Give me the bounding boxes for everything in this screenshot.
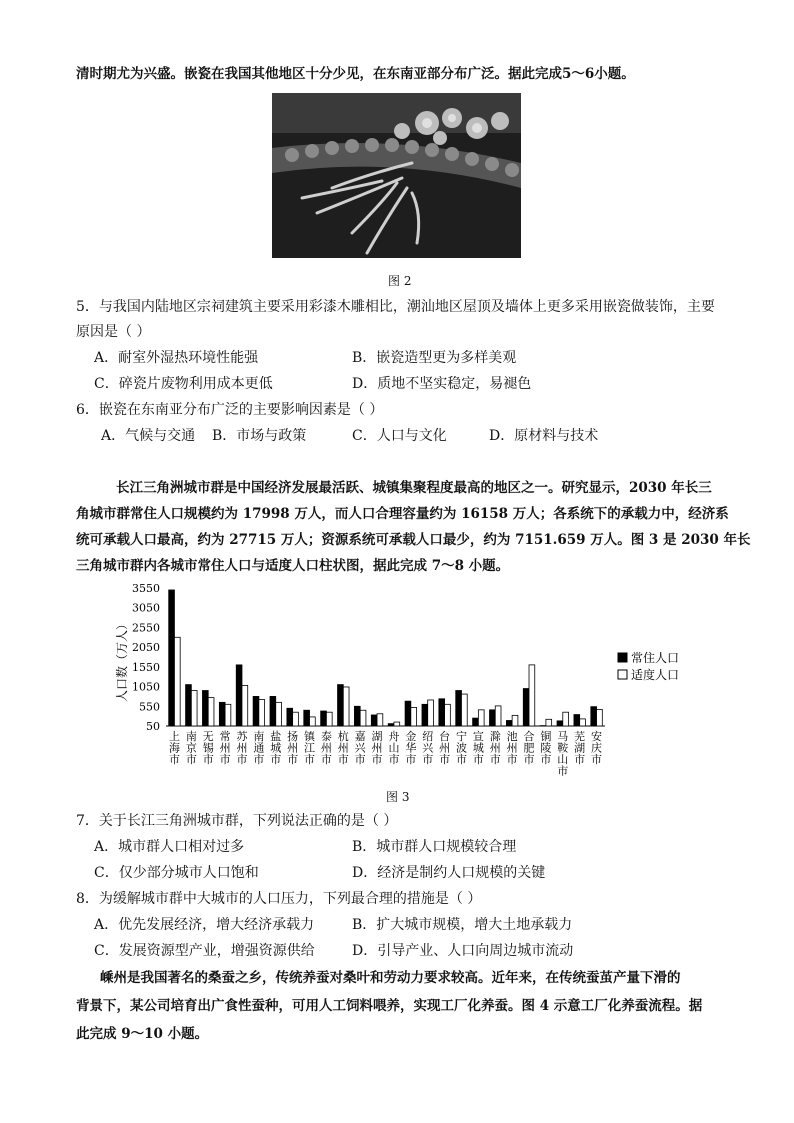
- bar-optimal-population: [242, 685, 248, 726]
- bar-optimal-population: [225, 704, 231, 726]
- bar-optimal-population: [546, 719, 552, 726]
- bar-resident-population: [557, 721, 563, 726]
- x-tick-label: 舟山市: [388, 730, 400, 766]
- legend-label-optimal: 适度人口: [631, 668, 680, 682]
- passage3-line3: 此完成 9～10 小题。: [76, 1026, 209, 1042]
- bar-resident-population: [169, 590, 175, 726]
- x-tick-label: 合肥市: [523, 730, 535, 766]
- roof-decoration-photo: [272, 93, 521, 258]
- x-tick-label: 芜湖市: [574, 730, 586, 766]
- x-tick-label: 盐城市: [270, 730, 282, 766]
- x-tick-label: 池州市: [506, 730, 518, 766]
- x-tick-label: 苏州市: [236, 730, 248, 766]
- x-tick-label: 马鞍山市: [557, 730, 569, 778]
- bar-resident-population: [506, 720, 512, 726]
- bar-resident-population: [371, 715, 377, 726]
- passage2-line1: 长江三角洲城市群是中国经济发展最活跃、城镇集聚程度最高的地区之一。研究显示，2030 年长三: [116, 480, 712, 496]
- bar-optimal-population: [445, 704, 451, 726]
- bar-resident-population: [405, 701, 411, 726]
- bar-optimal-population: [597, 709, 603, 726]
- bar-resident-population: [574, 715, 580, 726]
- bar-optimal-population: [411, 707, 417, 726]
- y-tick-label: 1050: [132, 680, 160, 694]
- bar-resident-population: [540, 726, 546, 727]
- bar-resident-population: [321, 711, 327, 726]
- bar-optimal-population: [377, 714, 383, 726]
- x-tick-label: 宣城市: [472, 730, 484, 766]
- bar-resident-population: [591, 707, 597, 726]
- q5-option-b: B．嵌瓷造型更为多样美观: [352, 350, 517, 366]
- bar-optimal-population: [343, 687, 349, 726]
- bar-resident-population: [202, 691, 208, 726]
- bar-resident-population: [456, 691, 462, 726]
- q5-option-a: A．耐室外湿热环境性能强: [94, 350, 259, 366]
- bar-optimal-population: [495, 706, 501, 726]
- bar-resident-population: [287, 708, 293, 726]
- x-tick-label: 镇江市: [304, 730, 316, 766]
- bar-optimal-population: [580, 719, 586, 726]
- q5-option-d: D．质地不坚实稳定，易褪色: [352, 376, 532, 392]
- q8-stem: 8．为缓解城市群中大城市的人口压力，下列最合理的措施是（ ）: [76, 891, 482, 907]
- q6-stem: 6．嵌瓷在东南亚分布广泛的主要影响因素是（ ）: [76, 402, 384, 418]
- x-tick-label: 绍兴市: [422, 730, 434, 766]
- y-tick-label: 3050: [132, 601, 160, 615]
- x-tick-label: 台州市: [439, 730, 451, 766]
- bar-resident-population: [338, 685, 344, 726]
- x-tick-label: 安庆市: [591, 730, 603, 766]
- bar-resident-population: [439, 699, 445, 726]
- x-tick-label: 金华市: [405, 730, 417, 766]
- bar-optimal-population: [360, 710, 366, 726]
- q6-option-c: C．人口与文化: [352, 428, 447, 444]
- x-tick-label: 泰州市: [320, 730, 332, 766]
- bar-resident-population: [304, 710, 310, 726]
- q5-stem-line1: 5．与我国内陆地区宗祠建筑主要采用彩漆木雕相比，潮汕地区屋顶及墙体上更多采用嵌瓷做装饰，主要: [76, 299, 715, 315]
- q5-option-c: C．碎瓷片废物利用成本更低: [94, 376, 273, 392]
- x-tick-label: 南通市: [253, 730, 265, 766]
- figure2-caption: 图 2: [388, 274, 412, 288]
- passage3-line1: 嵊州是我国著名的桑蚕之乡，传统养蚕对桑叶和劳动力要求较高。近年来，在传统蚕茧产量下滑的: [100, 970, 681, 986]
- x-tick-label: 湖州市: [371, 730, 383, 766]
- bar-optimal-population: [259, 700, 265, 726]
- y-tick-label: 50: [146, 720, 160, 733]
- bar-optimal-population: [394, 722, 400, 726]
- bar-resident-population: [270, 696, 276, 726]
- q7-option-c: C．仅少部分城市人口饱和: [94, 865, 259, 881]
- legend-swatch-optimal: [618, 670, 627, 679]
- bar-optimal-population: [276, 702, 282, 726]
- q6-option-b: B．市场与政策: [212, 428, 307, 444]
- x-tick-label: 杭州市: [337, 730, 349, 766]
- y-tick-label: 1550: [132, 660, 160, 674]
- q8-option-c: C．发展资源型产业，增强资源供给: [94, 943, 315, 959]
- bar-resident-population: [473, 718, 479, 726]
- bar-optimal-population: [310, 717, 316, 726]
- y-tick-label: 2050: [132, 641, 160, 655]
- q7-option-b: B．城市群人口规模较合理: [352, 839, 517, 855]
- y-tick-label: 3550: [132, 582, 160, 595]
- x-tick-label: 常州市: [219, 730, 231, 766]
- q6-option-a: A．气候与交通: [101, 428, 196, 444]
- bar-optimal-population: [428, 700, 434, 726]
- q7-option-a: A．城市群人口相对过多: [94, 839, 245, 855]
- x-tick-label: 无锡市: [202, 730, 214, 766]
- bar-resident-population: [219, 702, 225, 726]
- passage2-line4: 三角城市群内各城市常住人口与适度人口柱状图，据此完成 7～8 小题。: [76, 558, 510, 574]
- bar-optimal-population: [208, 698, 214, 726]
- y-tick-label: 2550: [132, 621, 160, 635]
- q7-option-d: D．经济是制约人口规模的关键: [352, 865, 546, 881]
- bar-resident-population: [354, 706, 360, 726]
- x-tick-label: 上海市: [168, 730, 180, 766]
- bar-optimal-population: [478, 710, 484, 726]
- roof-photo-illustration: [272, 93, 521, 258]
- x-tick-label: 滁州市: [489, 730, 501, 766]
- legend-swatch-resident: [618, 653, 627, 662]
- passage2-line3: 统可承载人口最高，约为 27715 万人；资源系统可承载人口最少，约为 7151.659 万人。图 3 是 2030 年长: [76, 532, 751, 548]
- bar-optimal-population: [326, 712, 332, 726]
- q8-option-a: A．优先发展经济，增大经济承载力: [94, 917, 315, 933]
- x-tick-label: 铜陵市: [540, 730, 552, 766]
- chart-ylabel: 人口数（万人）: [115, 617, 129, 703]
- q8-option-b: B．扩大城市规模，增大土地承载力: [352, 917, 573, 933]
- passage2-line2: 角城市群常住人口规模约为 17998 万人，而人口合理容量约为 16158 万人；各系统下的承载力中，经济系: [76, 506, 729, 522]
- x-tick-label: 南京市: [185, 730, 197, 766]
- q8-option-d: D．引导产业、人口向周边城市流动: [352, 943, 574, 959]
- bar-optimal-population: [512, 715, 518, 726]
- bar-resident-population: [422, 704, 428, 726]
- passage3-line2: 背景下，某公司培育出广食性蚕种，可用人工饲料喂养，实现工厂化养蚕。图 4 示意工厂化养蚕流程。据: [76, 998, 703, 1014]
- bar-optimal-population: [191, 691, 197, 726]
- intro-tail-text: 清时期尤为兴盛。嵌瓷在我国其他地区十分少见，在东南亚部分布广泛。据此完成5～6小题。: [76, 66, 635, 82]
- x-tick-label: 扬州市: [287, 730, 299, 766]
- bar-optimal-population: [174, 637, 180, 726]
- bar-resident-population: [236, 665, 242, 726]
- bar-optimal-population: [563, 712, 569, 726]
- bar-optimal-population: [293, 712, 299, 726]
- bar-resident-population: [523, 689, 529, 726]
- q6-option-d: D．原材料与技术: [489, 428, 599, 444]
- bar-optimal-population: [461, 694, 467, 726]
- bar-resident-population: [186, 685, 192, 726]
- figure3-caption: 图 3: [386, 790, 410, 804]
- y-tick-label: 550: [139, 700, 160, 714]
- bar-resident-population: [388, 724, 394, 726]
- x-tick-label: 嘉兴市: [354, 730, 366, 766]
- bar-optimal-population: [529, 665, 535, 726]
- bar-resident-population: [253, 696, 259, 726]
- q5-stem-line2: 原因是（ ）: [76, 324, 151, 340]
- q7-stem: 7．关于长江三角洲城市群，下列说法正确的是（ ）: [76, 813, 398, 829]
- bar-resident-population: [490, 710, 496, 726]
- x-tick-label: 宁波市: [455, 730, 467, 766]
- legend-label-resident: 常住人口: [631, 651, 680, 665]
- population-bar-chart: [100, 578, 700, 790]
